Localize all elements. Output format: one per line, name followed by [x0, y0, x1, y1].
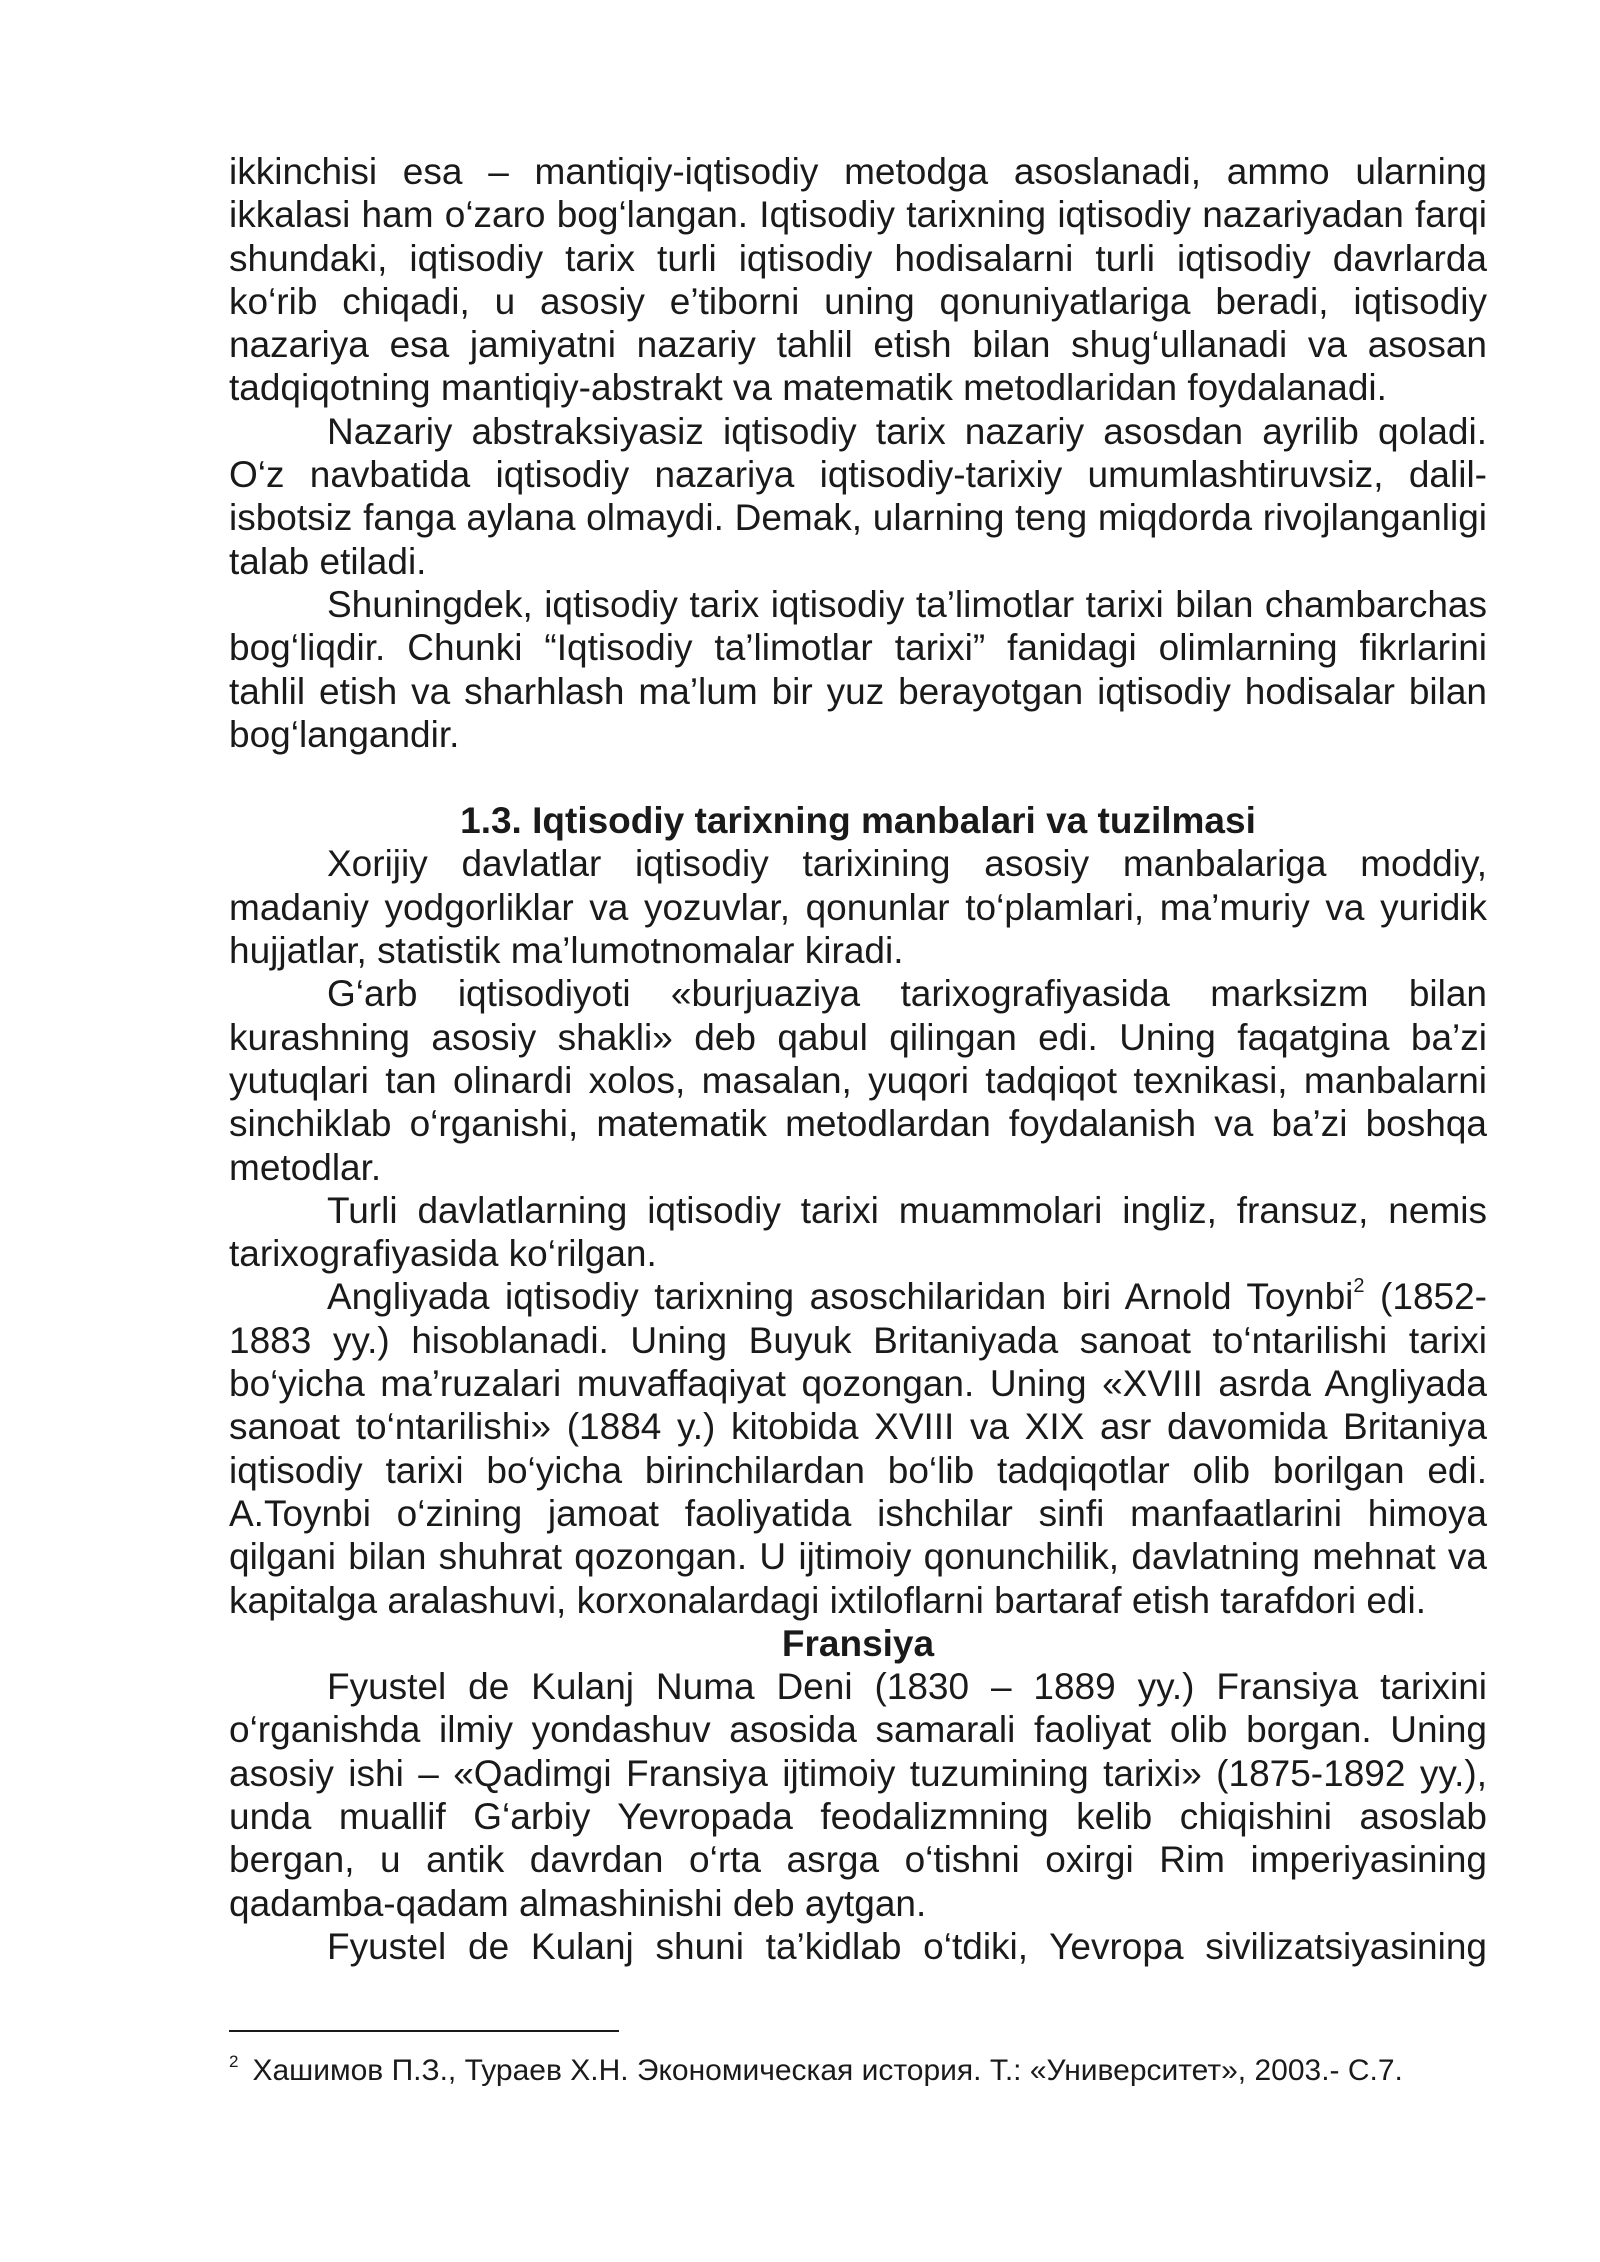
paragraph-toynbi [229, 1275, 1487, 1621]
footnote [229, 2044, 1487, 2091]
footnote-divider [229, 2030, 619, 2032]
toynbi-text-before: Angliyada iqtisodiy tarixning asoschilaridan biri Arnold Toynbi [327, 1276, 1354, 1318]
paragraph-historiography: Turli davlatlarning iqtisodiy tarixi muammolari ingliz, fransuz, nemis tarixografiyasida ko‘rilgan. [229, 1189, 1487, 1275]
document-page [229, 150, 1487, 1968]
paragraph-economic-doctrines: Shuningdek, iqtisodiy tarix iqtisodiy ta’limotlar tarixi bilan chambarchas bog‘liqdir. Chunki “Iqtisodiy ta’limotlar tarixi” fanidagi olimlarning fikrlarini tahlil etish va sharhlash ma’lum bir yuz berayotgan iqtisodiy hodisalar bilan bog‘langandir. [229, 583, 1487, 755]
paragraph-fustel: Fyustel de Kulanj Numa Deni (1830 – 1889 yy.) Fransiya tarixini o‘rganishda ilmiy yondashuv asosida samarali faoliyat olib borgan. Uning asosiy ishi – «Qadimgi Fransiya ijtimoiy tuzumining tarixi» (1875-1892 yy.), unda muallif G‘arbiy Yevropada feodalizmning kelib chiqishini asoslab bergan, u antik davrdan o‘rta asrga o‘tishni oxirgi Rim imperiyasining qadamba-qadam almashinishi deb aytgan. [229, 1666, 1487, 1924]
paragraph-abstraction: Nazariy abstraksiyasiz iqtisodiy tarix nazariy asosdan ayrilib qoladi. O‘z navbatida iqtisodiy nazariya iqtisodiy-tarixiy umumlashtiruvsiz, dalil-isbotsiz fanga aylana olmaydi. Demak, ularning teng miqdorda rivojlanganligi talab etiladi. [229, 410, 1487, 582]
section-title: 1.3. Iqtisodiy tarixning manbalari va tuzilmasi [460, 800, 1256, 842]
footnote-reference[interactable]: 2 [1353, 1275, 1365, 1298]
paragraph-fustel-continued: Fyustel de Kulanj shuni ta’kidlab o‘tdiki, Yevropa sivilizatsiyasining [327, 1925, 1487, 1967]
toynbi-text-after: (1852-1883 yy.) hisoblanadi. Uning Buyuk Britaniyada sanoat to‘ntarilishi tarixi bo‘yicha ma’ruzalari muvaffaqiyat qozongan. Uning «XVIII asrda Angliyada sanoat to‘ntarilishi» (1884 y.) kitobida XVIII va XIX asr davomida Britaniya iqtisodiy tarixi bo‘yicha birinchilardan bo‘lib tadqiqotlar olib borilgan edi. A.Toynbi o‘zining jamoat faoliyatida ishchilar sinfi manfaatlarini himoya qilgani bilan shuhrat qozongan. U ijtimoiy qonunchilik, davlatning mehnat va kapitalga aralashuvi, korxonalardagi ixtiloflarni bartaraf etish tarafdori edi. [229, 1276, 1487, 1621]
paragraph-western-economy: G‘arb iqtisodiyoti «burjuaziya tarixografiyasida marksizm bilan kurashning asosiy shakli» deb qabul qilingan edi. Uning faqatgina ba’zi yutuqlari tan olinardi xolos, masalan, yuqori tadqiqot texnikasi, manbalarni sinchiklab o‘rganishi, matematik metodlardan foydalanish va ba’zi boshqa metodlar. [229, 973, 1487, 1188]
footnote-number: 2 [229, 2052, 239, 2071]
subsection-title: Fransiya [781, 1622, 935, 1664]
paragraph-continuation: ikkinchisi esa – mantiqiy-iqtisodiy metodga asoslanadi, ammo ularning ikkalasi ham o‘zaro bog‘langan. Iqtisodiy tarixning iqtisodiy nazariyadan farqi shundaki, iqtisodiy tarix turli iqtisodiy hodisalarni turli iqtisodiy davrlarda ko‘rib chiqadi, u asosiy e’tiborni uning qonuniyatlariga beradi, iqtisodiy nazariya esa jamiyatni nazariy tahlil etish bilan shug‘ullanadi va asosan tadqiqotning mantiqiy-abstrakt va matematik metodlaridan foydalanadi. [229, 151, 1487, 409]
paragraph-sources: Xorijiy davlatlar iqtisodiy tarixining asosiy manbalariga moddiy, madaniy yodgorliklar va yozuvlar, qonunlar to‘plamlari, ma’muriy va yuridik hujjatlar, statistik ma’lumotnomalar kiradi. [229, 843, 1487, 972]
footnote-text: Хашимов П.З., Тураев Х.Н. Экономическая история. Т.: «Университет», 2003.- С.7. [252, 2054, 1403, 2087]
